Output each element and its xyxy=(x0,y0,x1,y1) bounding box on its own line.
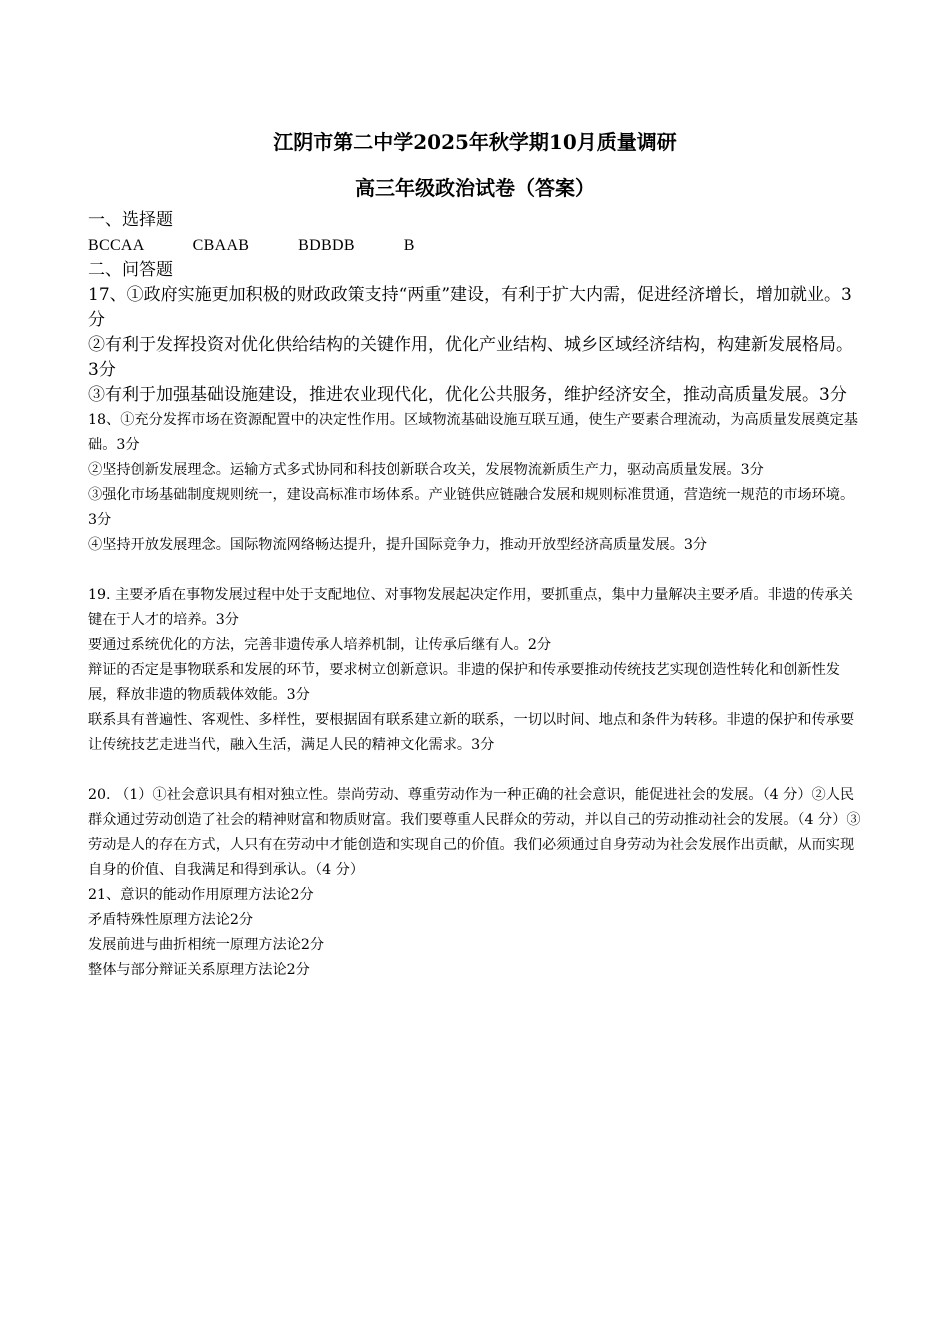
q19-point-3: 辩证的否定是事物联系和发展的环节，要求树立创新意识。非遗的保护和传承要推动传统技艺实现创造性转化和创新性发展，释放非遗的物质载体效能。3分 xyxy=(88,662,840,703)
section-choice-heading: 一、选择题 xyxy=(88,210,173,230)
spacer xyxy=(88,758,862,783)
q17-point-2: ②有利于发挥投资对优化供给结构的关键作用，优化产业结构、城乡区域经济结构，构建新发展格局。3分 xyxy=(88,335,853,380)
q21-point-4: 整体与部分辩证关系原理方法论2分 xyxy=(88,962,310,978)
document-title: 江阴市第二中学2025年秋学期10月质量调研 xyxy=(273,130,677,154)
q21-point-1: 21、意识的能动作用原理方法论2分 xyxy=(88,887,314,903)
section-qa-heading: 二、问答题 xyxy=(88,260,173,280)
q18-point-3: ③强化市场基础制度规则统一，建设高标准市场体系。产业链供应链融合发展和规则标准贯通，营造统一规范的市场环境。3分 xyxy=(88,487,855,528)
q20-answer: 20. （1）①社会意识具有相对独立性。崇尚劳动、尊重劳动作为一种正确的社会意识，能促进社会的发展。（4 分）②人民群众通过劳动创造了社会的精神财富和物质财富。我们要尊重人民群众的劳动，并以自己的劳动推动社会的发展。（4 分）③劳动是人的存在方式，人只有在劳动中才能创造和实现自己的价值。我们必须通过自身劳动为社会发展作出贡献，从而实现自身的价值、自我满足和得到承认。（4 分） xyxy=(88,787,861,878)
q18-point-1: 18、①充分发挥市场在资源配置中的决定性作用。区域物流基础设施互联互通，使生产要素合理流动，为高质量发展奠定基础。3分 xyxy=(88,412,858,453)
q19-point-1: 19. 主要矛盾在事物发展过程中处于支配地位、对事物发展起决定作用，要抓重点，集中力量解决主要矛盾。非遗的传承关键在于人才的培养。3分 xyxy=(88,587,853,628)
q21-point-3: 发展前进与曲折相统一原理方法论2分 xyxy=(88,937,325,953)
q18-point-2: ②坚持创新发展理念。运输方式多式协同和科技创新联合攻关，发展物流新质生产力，驱动高质量发展。3分 xyxy=(88,462,764,478)
spacer xyxy=(88,558,862,583)
q17-point-3: ③有利于加强基础设施建设，推进农业现代化，优化公共服务，维护经济安全，推动高质量发展。3分 xyxy=(88,385,847,405)
q19-point-2: 要通过系统优化的方法，完善非遗传承人培养机制，让传承后继有人。2分 xyxy=(88,637,552,653)
q17-point-1: 17、①政府实施更加积极的财政政策支持“两重”建设，有利于扩大内需，促进经济增长，增加就业。3分 xyxy=(88,285,852,330)
document-subtitle: 高三年级政治试卷（答案） xyxy=(355,176,595,200)
q21-point-2: 矛盾特殊性原理方法论2分 xyxy=(88,912,254,928)
q18-point-4: ④坚持开放发展理念。国际物流网络畅达提升，提升国际竞争力，推动开放型经济高质量发展。3分 xyxy=(88,537,708,553)
q19-point-4: 联系具有普遍性、客观性、多样性，要根据固有联系建立新的联系，一切以时间、地点和条件为转移。非遗的保护和传承要让传统技艺走进当代，融入生活，满足人民的精神文化需求。3分 xyxy=(88,712,855,753)
choice-answers: BCCAA CBAAB BDBDB B xyxy=(88,237,415,254)
